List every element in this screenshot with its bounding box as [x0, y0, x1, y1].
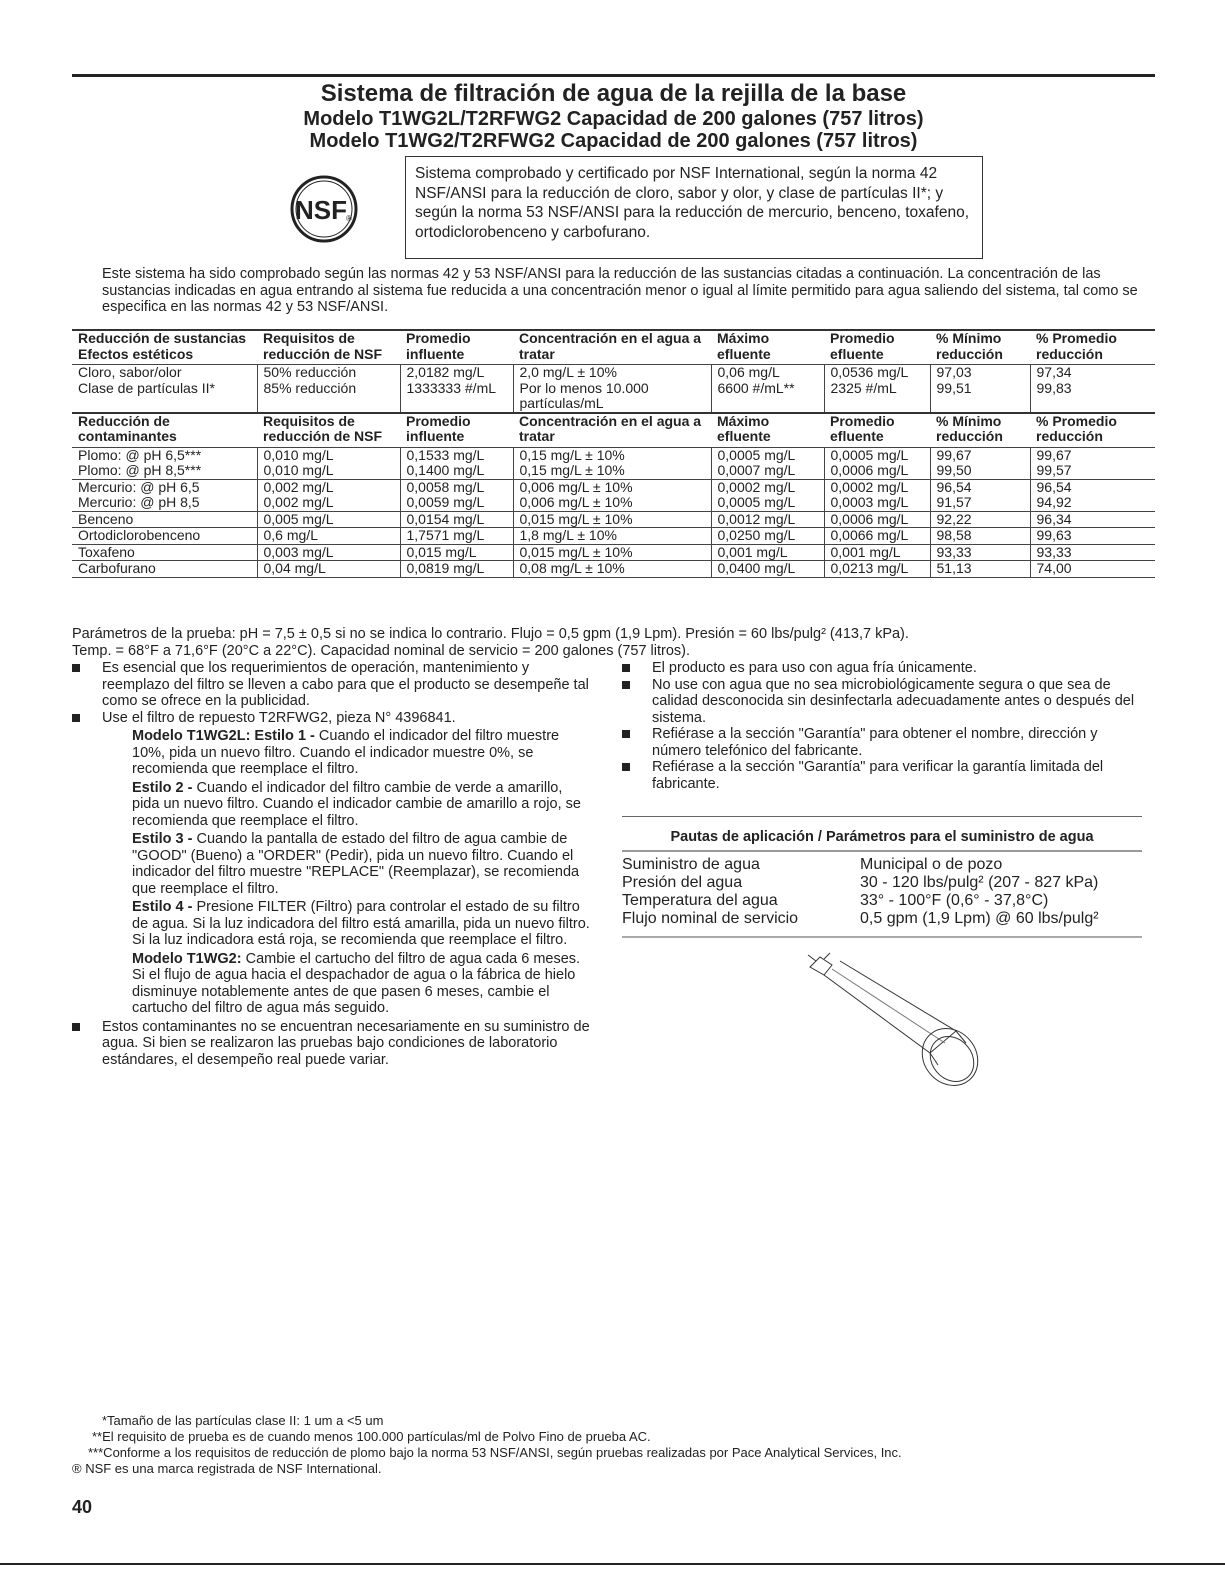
- test-parameters-line-2: Temp. = 68°F a 71,6°F (20°C a 22°C). Capacidad nominal de servicio = 200 galones (757 litros).: [72, 642, 691, 659]
- table-row: [72, 495, 1155, 511]
- table-cell: Carbofurano: [72, 561, 257, 578]
- table-cell: 1,8 mg/L ± 10%: [513, 528, 711, 545]
- top-rule: [72, 74, 1155, 77]
- column-header: Concentración en el agua a tratar: [513, 330, 711, 365]
- table-cell: 0,0250 mg/L: [711, 528, 824, 545]
- table-cell: 0,001 mg/L: [711, 544, 824, 561]
- column-header: Máximo efluente: [711, 413, 824, 448]
- table-cell: Cloro, sabor/olor: [72, 365, 257, 381]
- table-cell: 0,0006 mg/L: [824, 463, 930, 479]
- contaminant-header-row: [72, 413, 1155, 448]
- table-cell: 0,0007 mg/L: [711, 463, 824, 479]
- table-cell: 93,33: [1030, 544, 1155, 561]
- table-cell: 1,7571 mg/L: [400, 528, 513, 545]
- page-number: 40: [72, 1497, 93, 1517]
- table-cell: 0,010 mg/L: [257, 447, 400, 463]
- column-header: % Mínimo reducción: [930, 413, 1030, 448]
- list-item: Refiérase a la sección "Garantía" para obtener el nombre, dirección y número telefónico del fabricante.: [622, 726, 1142, 759]
- table-cell: 50% reducción: [257, 365, 400, 381]
- column-header: Máximo efluente: [711, 330, 824, 365]
- table-cell: 0,06 mg/L: [711, 365, 824, 381]
- table-cell: 0,0002 mg/L: [824, 479, 930, 495]
- divider: [622, 936, 1142, 938]
- table-cell: 0,0006 mg/L: [824, 511, 930, 528]
- table-cell: 99,51: [930, 381, 1030, 413]
- intro-paragraph: Este sistema ha sido comprobado según las normas 42 y 53 NSF/ANSI para la reducción de las sustancias citadas a continuación. La concentración de las sustancias indicadas en agua entrando al sistema fue reducida a una concentración menor o igual al límite permitido para agua saliendo del sistema, tal como se especifica en las normas 42 y 53 NSF/ANSI.: [102, 266, 1138, 315]
- filter-indicator-styles: Modelo T1WG2L: Estilo 1 - Cuando el indicador del filtro muestre 10%, pida un nuevo filtro. Cuando el indicador muestre 0%, se recomienda que reemplace el filtro. Estilo 2 - Cuando el indicador del filtro cambie de verde a amarillo, pida un nuevo filtro. Cuando el indicador cambie de amarillo a rojo, se recomienda que reemplace el filtro. Estilo 3 - Cuando la pantalla de estado del filtro de agua cambie de "GOOD" (Bueno) a "ORDER" (Pedir), pida un nuevo filtro. Cuando el indicador del filtro muestre "REPLACE" (Reemplazar), se recomienda que reemplace el filtro. Estilo 4 - Presione FILTER (Filtro) para controlar el estado de su filtro de agua. Si la luz indicadora del filtro está amarilla, pida un nuevo filtro. Si la luz indicadora está roja, se recomienda que reemplace el filtro. Modelo T1WG2: Cambie el cartucho del filtro de agua cada 6 meses. Si el flujo de agua hacia el despachador de agua o la fábrica de hielo disminuye notablemente antes de que pasen 6 meses, cambie el cartucho del filtro de agua más seguido.: [132, 728, 590, 1016]
- aesthetic-header-row: [72, 330, 1155, 365]
- column-header: Requisitos de reducción de NSF: [257, 413, 400, 448]
- table-cell: 92,22: [930, 511, 1030, 528]
- table-row: [72, 511, 1155, 528]
- list-item: Refiérase a la sección "Garantía" para verificar la garantía limitada del fabricante.: [622, 759, 1142, 792]
- column-header: Promedio influente: [400, 330, 513, 365]
- table-cell: Ortodiclorobenceno: [72, 528, 257, 545]
- list-item: Es esencial que los requerimientos de operación, mantenimiento y reemplazo del filtro se lleven a cabo para que el producto se desempeñe tal como se ofrece en la publicidad.: [72, 660, 592, 710]
- table-cell: 97,34: [1030, 365, 1155, 381]
- table-cell: Benceno: [72, 511, 257, 528]
- table-cell: 2325 #/mL: [824, 381, 930, 413]
- table-cell: 91,57: [930, 495, 1030, 511]
- table-cell: 96,54: [1030, 479, 1155, 495]
- table-cell: 0,0066 mg/L: [824, 528, 930, 545]
- table-cell: Plomo: @ pH 6,5***: [72, 447, 257, 463]
- table-row: [622, 910, 1142, 928]
- table-row: [72, 544, 1155, 561]
- table-cell: 0,0003 mg/L: [824, 495, 930, 511]
- table-cell: 0,015 mg/L: [400, 544, 513, 561]
- table-cell: 2,0182 mg/L: [400, 365, 513, 381]
- table-cell: 0,015 mg/L ± 10%: [513, 544, 711, 561]
- footnote: *Tamaño de las partículas clase II: 1 um a <5 um: [102, 1413, 384, 1428]
- table-cell: 0,0400 mg/L: [711, 561, 824, 578]
- supply-value: 30 - 120 lbs/pulg² (207 - 827 kPa): [860, 874, 1099, 891]
- right-column: [622, 660, 1142, 792]
- supply-value: 33° - 100°F (0,6° - 37,8°C): [860, 892, 1049, 909]
- column-header: % Mínimo reducción: [930, 330, 1030, 365]
- table-cell: 99,83: [1030, 381, 1155, 413]
- table-cell: 96,34: [1030, 511, 1155, 528]
- table-cell: 51,13: [930, 561, 1030, 578]
- table-cell: 0,0154 mg/L: [400, 511, 513, 528]
- column-header: Promedio influente: [400, 413, 513, 448]
- table-cell: 74,00: [1030, 561, 1155, 578]
- table-cell: 0,015 mg/L ± 10%: [513, 511, 711, 528]
- table-cell: 0,0536 mg/L: [824, 365, 930, 381]
- nsf-logo: [280, 175, 368, 243]
- table-cell: 0,0005 mg/L: [824, 447, 930, 463]
- table-row: [72, 381, 1155, 413]
- divider: [622, 816, 1142, 817]
- list-item: Use el filtro de repuesto T2RFWG2, pieza N° 4396841. Modelo T1WG2L: Estilo 1 - Cuando el indicador del filtro muestre 10%, pida un nuevo filtro. Cuando el indicador muestre 0%, se recomienda que reemplace el filtro. Estilo 2 - Cuando el indicador del filtro cambie de verde a amarillo, pida un nuevo filtro. Cuando el indicador cambie de amarillo a rojo, se recomienda que reemplace el filtro. Estilo 3 - Cuando la pantalla de estado del filtro de agua cambie de "GOOD" (Bueno) a "ORDER" (Pedir), pida un nuevo filtro. Cuando el indicador del filtro muestre "REPLACE" (Reemplazar), se recomienda que reemplace el filtro. Estilo 4 - Presione FILTER (Filtro) para controlar el estado de su filtro de agua. Si la luz indicadora del filtro está amarilla, pida un nuevo filtro. Si la luz indicadora está roja, se recomienda que reemplace el filtro. Modelo T1WG2: Cambie el cartucho del filtro de agua cada 6 meses. Si el flujo de agua hacia el despachador de agua o la fábrica de hielo disminuye notablemente antes de que pasen 6 meses, cambie el cartucho del filtro de agua más seguido.: [72, 710, 592, 1017]
- table-cell: 0,003 mg/L: [257, 544, 400, 561]
- table-row: [72, 528, 1155, 545]
- table-cell: 96,54: [930, 479, 1030, 495]
- table-cell: Mercurio: @ pH 6,5: [78, 478, 200, 495]
- table-cell: 99,67: [1030, 447, 1155, 463]
- supply-parameter: Temperatura del agua: [622, 892, 778, 909]
- table-cell: 0,002 mg/L: [257, 479, 400, 495]
- column-header: Requisitos de reducción de NSF: [257, 330, 400, 365]
- table-row: [622, 874, 1142, 892]
- table-row: [72, 447, 1155, 463]
- column-header: Concentración en el agua a tratar: [513, 413, 711, 448]
- table-cell: 0,15 mg/L ± 10%: [513, 463, 711, 479]
- divider: [622, 850, 1142, 852]
- table-cell: Mercurio: @ pH 8,5: [72, 495, 257, 511]
- left-column: [72, 660, 592, 1068]
- table-cell: 6600 #/mL**: [711, 381, 824, 413]
- table-cell: 99,57: [1030, 463, 1155, 479]
- table-cell: 0,0059 mg/L: [400, 495, 513, 511]
- table-cell: Toxafeno: [72, 544, 257, 561]
- table-cell: 0,010 mg/L: [257, 463, 400, 479]
- table-cell: 0,0005 mg/L: [711, 495, 824, 511]
- table-cell: 1333333 #/mL: [400, 381, 513, 413]
- bottom-rule: [0, 1563, 1225, 1565]
- table-cell: 0,1400 mg/L: [400, 463, 513, 479]
- list-item: El producto es para uso con agua fría únicamente.: [622, 660, 1142, 677]
- table-row: [622, 856, 1142, 874]
- column-header: % Promedio reducción: [1030, 330, 1155, 365]
- table-cell: 0,0002 mg/L: [711, 479, 824, 495]
- table-cell: 0,04 mg/L: [257, 561, 400, 578]
- supply-value: 0,5 gpm (1,9 Lpm) @ 60 lbs/pulg²: [860, 910, 1099, 927]
- model-line-2: Modelo T1WG2/T2RFWG2 Capacidad de 200 galones (757 litros): [309, 130, 918, 152]
- table-cell: Por lo menos 10.000 partículas/mL: [513, 381, 711, 413]
- table-row: [72, 479, 1155, 495]
- test-parameters-line-1: Parámetros de la prueba: pH = 7,5 ± 0,5 si no se indica lo contrario. Flujo = 0,5 gpm (1,9 Lpm). Presión = 60 lbs/pulg² (413,7 kPa).: [72, 626, 909, 642]
- supply-parameter: Flujo nominal de servicio: [622, 910, 799, 927]
- table-cell: 0,005 mg/L: [257, 511, 400, 528]
- table-cell: 85% reducción: [257, 381, 400, 413]
- table-row: [72, 463, 1155, 479]
- footnote: ® NSF es una marca registrada de NSF International.: [72, 1461, 382, 1476]
- table-cell: 0,08 mg/L ± 10%: [513, 561, 711, 578]
- list-item: Estos contaminantes no se encuentran necesariamente en su suministro de agua. Si bien se realizaron las pruebas bajo condiciones de laboratorio estándares, el desempeño real puede variar.: [72, 1019, 592, 1069]
- table-row: [622, 892, 1142, 910]
- performance-table: [72, 329, 1155, 578]
- list-item: No use con agua que no sea microbiológicamente segura o que sea de calidad desconocida sin desinfectarla adecuadamente antes o después del sistema.: [622, 677, 1142, 727]
- footnotes: [72, 1413, 1155, 1477]
- table-cell: 98,58: [930, 528, 1030, 545]
- supply-title: Pautas de aplicación / Parámetros para el suministro de agua: [670, 829, 1094, 845]
- supply-parameter: Suministro de agua: [622, 856, 760, 873]
- test-parameters: [72, 626, 1155, 659]
- table-row: [72, 365, 1155, 381]
- footnote: **El requisito de prueba es de cuando menos 100.000 partículas/ml de Polvo Fino de prueba AC.: [92, 1429, 651, 1444]
- table-cell: 0,0012 mg/L: [711, 511, 824, 528]
- table-cell: 99,63: [1030, 528, 1155, 545]
- table-cell: 0,0213 mg/L: [824, 561, 930, 578]
- column-header: Promedio efluente: [824, 330, 930, 365]
- column-header: Promedio efluente: [824, 413, 930, 448]
- table-cell: 0,0058 mg/L: [400, 479, 513, 495]
- table-cell: 0,1533 mg/L: [400, 447, 513, 463]
- table-cell: 0,001 mg/L: [824, 544, 930, 561]
- table-cell: 0,006 mg/L ± 10%: [513, 479, 711, 495]
- column-header: Reducción de contaminantes: [72, 413, 257, 448]
- nsf-logo-text: NSF: [295, 195, 347, 225]
- supply-parameter: Presión del agua: [622, 874, 743, 891]
- footnote: ***Conforme a los requisitos de reducción de plomo bajo la norma 53 NSF/ANSI, según pruebas realizadas por Pace Analytical Services, Inc.: [88, 1445, 902, 1460]
- table-cell: 0,0005 mg/L: [711, 447, 824, 463]
- supply-table: [622, 856, 1142, 928]
- table-row: [72, 561, 1155, 578]
- table-cell: 99,50: [930, 463, 1030, 479]
- table-cell: 97,03: [930, 365, 1030, 381]
- page-header: [72, 80, 1155, 152]
- supply-value: Municipal o de pozo: [860, 856, 1003, 873]
- model-line-1: Modelo T1WG2L/T2RFWG2 Capacidad de 200 galones (757 litros): [303, 108, 924, 130]
- table-cell: 99,67: [930, 447, 1030, 463]
- table-cell: 0,6 mg/L: [257, 528, 400, 545]
- table-cell: 0,15 mg/L ± 10%: [513, 447, 711, 463]
- filter-cartridge-illustration: [780, 945, 1000, 1095]
- certification-text: Sistema comprobado y certificado por NSF International, según la norma 42 NSF/ANSI para la reducción de cloro, sabor y olor, y clase de partículas II*; y según la norma 53 NSF/ANSI para la reducción de mercurio, benceno, toxafeno, ortodiclorobenceno y carbofurano.: [415, 165, 970, 241]
- svg-text:®: ®: [346, 214, 352, 223]
- page-title: Sistema de filtración de agua de la rejilla de la base: [320, 80, 907, 107]
- table-cell: 2,0 mg/L ± 10%: [513, 365, 711, 381]
- table-cell: 94,92: [1030, 495, 1155, 511]
- table-cell: 0,0819 mg/L: [400, 561, 513, 578]
- table-cell: Plomo: @ pH 8,5***: [72, 463, 257, 479]
- table-cell: 93,33: [930, 544, 1030, 561]
- column-header: Reducción de sustancias Efectos estéticos: [72, 330, 257, 365]
- column-header: % Promedio reducción: [1030, 413, 1155, 448]
- table-cell: Clase de partículas II*: [72, 381, 257, 413]
- table-cell: 0,006 mg/L ± 10%: [513, 495, 711, 511]
- table-cell: 0,002 mg/L: [257, 495, 400, 511]
